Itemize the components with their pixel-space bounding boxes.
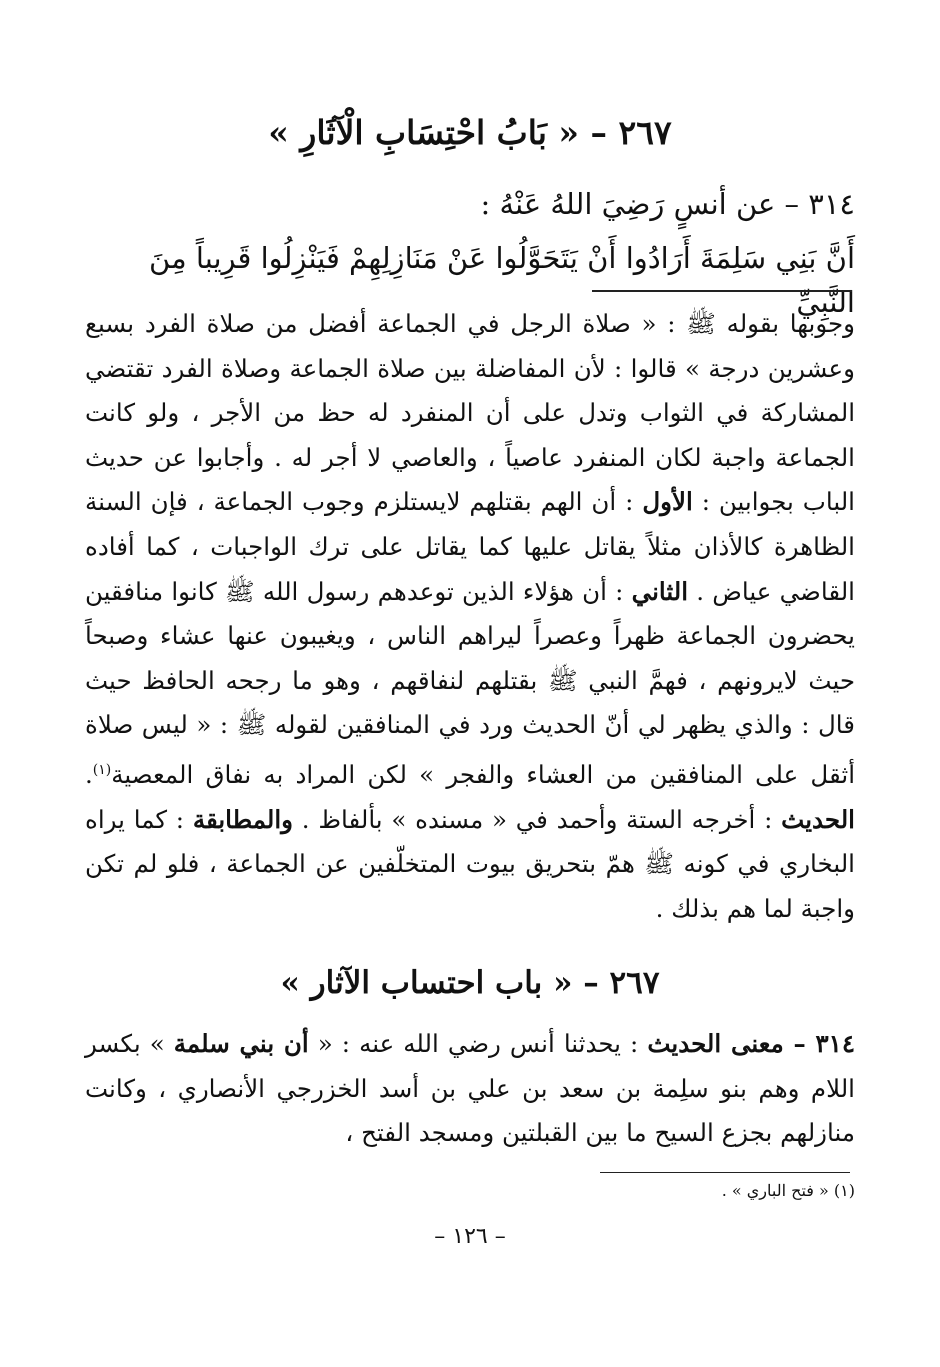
meaning-label: ٣١٤ – معنى الحديث	[647, 1029, 855, 1058]
footnote-ref: (١)	[92, 761, 112, 778]
second-answer-label: الثاني	[631, 576, 689, 606]
commentary-p2: : أن الهم بقتلهم لايستلزم وجوب الجماعة ، فإن السنة الظاهرة كالأذان مثلاً يقاتل عليها كما يقاتل على ترك الواجبات ، كما أفاده القاضي عياض .	[85, 487, 855, 606]
hadith-intro: ٣١٤ – عن أنسٍ رَضِيَ اللهُ عَنْهُ :	[480, 187, 855, 221]
commentary-p1: وجوبها بقوله ﷺ : « صلاة الرجل في الجماعة أفضل من صلاة الفرد بسبع وعشرين درجة » قالوا : لأن المفاضلة بين صلاة الجماعة وصلاة الفرد تقتضي المشاركة في الثواب وتدل على أن المنفرد له حظ من الأجر ، ولو كانت الجماعة واجبة لكان المنفرد عاصياً ، والعاصي لا أجر له . وأجابوا عن حديث الباب بجوابين :	[85, 309, 855, 517]
chapter-title: ٢٦٧ – « بَابُ احْتِسَابِ الْآثَارِ »	[268, 113, 672, 152]
commentary-p4: : أخرجه الستة وأحمد في « مسنده » بألفاظ .	[301, 804, 773, 834]
page-number: – ١٢٦ –	[434, 1224, 506, 1249]
meaning-text-1: : يحدثنا أنس رضي الله عنه : «	[317, 1029, 639, 1058]
commentary-p3-end: .	[85, 760, 93, 790]
meaning-text-2: » بكسر اللام وهم بنو سلِمة بن سعد بن علي بن أسد الخزرجي الأنصاري ، وكانت منازلهم بجزع السيح ما بين القبلتين ومسجد الفتح ،	[85, 1029, 855, 1148]
matching-label: والمطابقة	[192, 804, 294, 834]
hadith-source-label: الحديث	[781, 804, 855, 834]
meaning-block	[85, 1022, 855, 1156]
commentary-p5: : كما يراه البخاري في كونه ﷺ همّ بتحريق بيوت المتخلّفين عن الجماعة ، فلو لم تكن واجبة لما هم بذلك .	[85, 804, 855, 923]
separator-line	[592, 290, 852, 292]
first-answer-label: الأول	[642, 487, 693, 517]
meaning-bold-phrase: أن بني سلمة	[173, 1029, 309, 1058]
commentary-block	[85, 302, 855, 931]
commentary-p3: : أن هؤلاء الذين توعدهم رسول الله ﷺ كانوا منافقين يحضرون الجماعة ظهراً وعصراً ليراهم الناس ، ويغيبون عنها عشاء وصبحاً حيث لايرونهم ، فهمَّ النبي ﷺ بقتلهم لنفاقهم ، وهو ما رجحه الحافظ حيث قال : والذي يظهر لي أنّ الحديث ورد في المنافقين لقوله ﷺ : « ليس صلاة أثقل على المنافقين من العشاء والفجر » لكن المراد به نفاق المعصية	[85, 576, 855, 790]
footnote-separator	[600, 1172, 850, 1173]
hadith-text: أَنَّ بَنِي سَلِمَةَ أَرَادُوا أَنْ يَتَحَوَّلُوا عَنْ مَنَازِلِهِمْ فَيَنْزِلُوا قَرِيباً مِنَ النَّبِيِّ	[149, 241, 855, 319]
chapter-title-2: ٢٦٧ – « باب احتساب الآثار »	[280, 965, 660, 1001]
footnote: (١) « فتح الباري » .	[721, 1181, 855, 1200]
